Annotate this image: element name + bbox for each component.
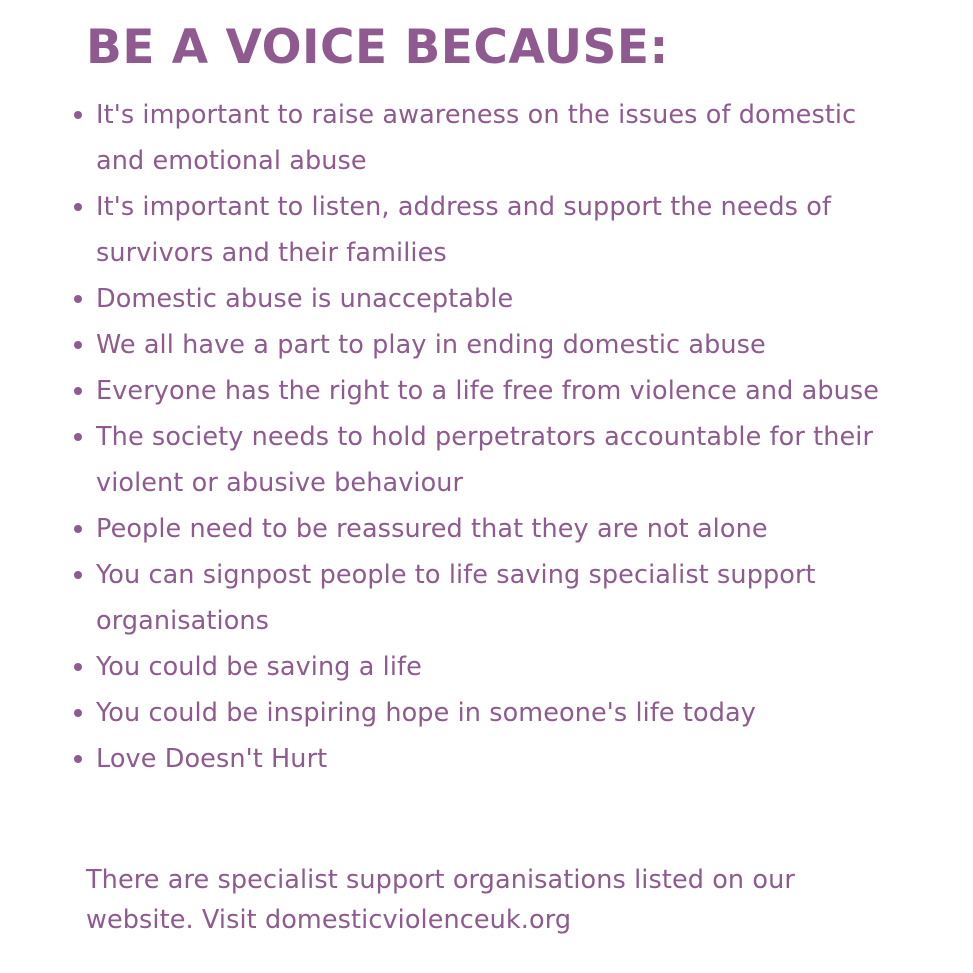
list-item-text: You can signpost people to life saving specialist support organisations: [96, 560, 816, 636]
list-item-text: The society needs to hold perpetrators accountable for their violent or abusive behaviour: [96, 422, 874, 498]
bullet-icon: [74, 111, 82, 119]
list-item-text: Domestic abuse is unacceptable: [96, 284, 514, 314]
list-item-text: It's important to raise awareness on the issues of domestic and emotional abuse: [96, 100, 857, 176]
list-item: [70, 414, 900, 506]
list-item: [70, 552, 900, 644]
bullet-icon: [74, 295, 82, 303]
bullet-icon: [74, 433, 82, 441]
bullet-icon: [74, 663, 82, 671]
list-item: [70, 736, 900, 782]
list-item: [70, 92, 900, 184]
reasons-list: [70, 92, 900, 782]
list-item: [70, 184, 900, 276]
list-item-text: You could be inspiring hope in someone's life today: [96, 698, 756, 728]
list-item: [70, 276, 900, 322]
footer-note: There are specialist support organisations listed on our website. Visit domesticviolenceuk.org: [86, 865, 795, 935]
bullet-icon: [74, 525, 82, 533]
list-item-text: We all have a part to play in ending domestic abuse: [96, 330, 766, 360]
page-title: BE A VOICE BECAUSE:: [86, 20, 669, 75]
bullet-icon: [74, 709, 82, 717]
list-item-text: You could be saving a life: [96, 652, 422, 682]
list-item: [70, 368, 900, 414]
list-item-text: It's important to listen, address and support the needs of survivors and their families: [96, 192, 832, 268]
bullet-icon: [74, 571, 82, 579]
bullet-icon: [74, 755, 82, 763]
bullet-icon: [74, 341, 82, 349]
list-item: [70, 506, 900, 552]
list-item: [70, 322, 900, 368]
list-item-text: Everyone has the right to a life free from violence and abuse: [96, 376, 880, 406]
bullet-icon: [74, 387, 82, 395]
list-item: [70, 644, 900, 690]
list-item: [70, 690, 900, 736]
bullet-icon: [74, 203, 82, 211]
list-item-text: Love Doesn't Hurt: [96, 744, 328, 774]
list-item-text: People need to be reassured that they are not alone: [96, 514, 768, 544]
